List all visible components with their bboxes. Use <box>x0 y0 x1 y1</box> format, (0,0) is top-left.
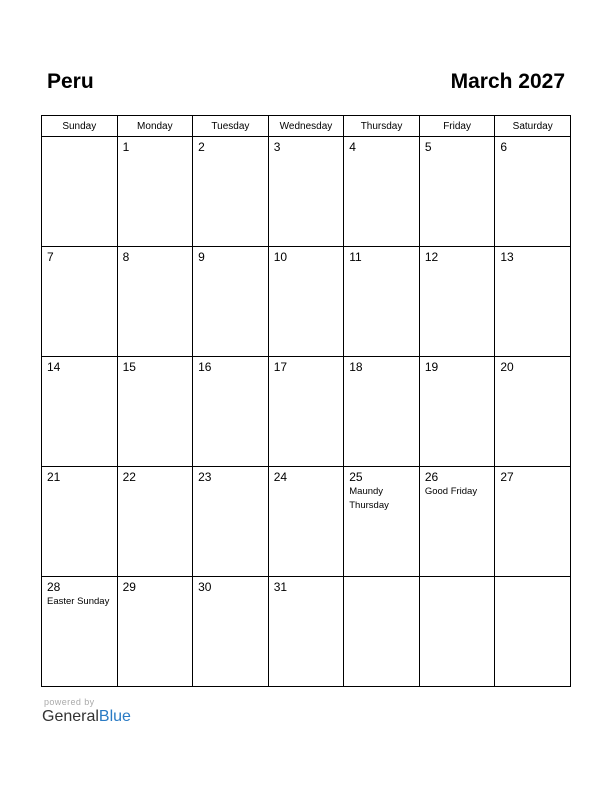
day-cell <box>344 467 420 577</box>
weekday-header-row <box>42 116 571 137</box>
weekday-header: Tuesday <box>193 116 269 137</box>
day-cell <box>193 577 269 687</box>
day-number: 19 <box>424 360 439 374</box>
generalblue-logo[interactable] <box>42 708 131 726</box>
day-number: 25 <box>349 470 363 484</box>
day-number: 20 <box>500 360 514 374</box>
day-cell <box>268 577 344 687</box>
day-number: 1 <box>122 140 130 154</box>
calendar-grid <box>41 115 571 687</box>
week-row <box>42 467 571 577</box>
day-number: 31 <box>273 580 288 594</box>
day-cell <box>193 247 269 357</box>
month-title: March 2027 <box>450 70 565 93</box>
empty-cell <box>42 137 118 247</box>
day-cell <box>344 357 420 467</box>
day-number: 12 <box>424 250 439 264</box>
day-cell <box>268 357 344 467</box>
day-cell <box>193 357 269 467</box>
week-row <box>42 357 571 467</box>
holiday-label: Good Friday <box>424 486 478 497</box>
weekday-header: Thursday <box>344 116 420 137</box>
weekday-header: Saturday <box>495 116 571 137</box>
day-number: 11 <box>349 250 362 264</box>
brand-blue-text: Blue <box>98 708 131 725</box>
day-number: 8 <box>122 250 130 264</box>
day-cell <box>344 247 420 357</box>
week-row <box>42 577 571 687</box>
country-title: Peru <box>47 70 94 93</box>
empty-cell <box>495 577 571 687</box>
day-cell <box>268 247 344 357</box>
day-number: 24 <box>273 470 288 484</box>
day-number: 13 <box>500 250 514 264</box>
day-number: 27 <box>500 470 514 484</box>
day-cell <box>344 137 420 247</box>
day-number: 23 <box>198 470 212 484</box>
day-cell <box>42 467 118 577</box>
day-cell <box>268 137 344 247</box>
day-cell <box>495 137 571 247</box>
day-cell <box>495 247 571 357</box>
week-row <box>42 137 571 247</box>
weekday-header: Friday <box>419 116 495 137</box>
day-cell <box>495 357 571 467</box>
day-cell <box>419 357 495 467</box>
day-cell <box>42 357 118 467</box>
day-number: 10 <box>273 250 288 264</box>
day-number: 3 <box>273 140 281 154</box>
day-number: 18 <box>349 360 363 374</box>
day-number <box>420 577 495 580</box>
day-number: 6 <box>500 140 508 154</box>
empty-cell <box>344 577 420 687</box>
day-number: 29 <box>122 580 136 594</box>
day-number <box>344 577 419 580</box>
holiday-label: Easter Sunday <box>47 596 110 607</box>
day-cell <box>117 577 193 687</box>
empty-cell <box>419 577 495 687</box>
powered-by-label: powered by <box>44 697 95 707</box>
day-number: 4 <box>349 140 356 154</box>
day-cell <box>42 247 118 357</box>
day-number: 28 <box>47 580 61 594</box>
day-cell <box>419 467 495 577</box>
day-number: 30 <box>198 580 212 594</box>
weekday-header: Monday <box>117 116 193 137</box>
day-cell <box>419 247 495 357</box>
day-number: 5 <box>424 140 432 154</box>
day-cell <box>117 137 193 247</box>
day-number: 17 <box>273 360 288 374</box>
day-number: 14 <box>47 360 61 374</box>
week-row <box>42 247 571 357</box>
weekday-header: Wednesday <box>268 116 344 137</box>
day-number: 22 <box>122 470 136 484</box>
day-number <box>42 137 117 140</box>
day-cell <box>117 247 193 357</box>
day-number: 2 <box>198 140 205 154</box>
day-number: 21 <box>47 470 61 484</box>
day-cell <box>117 357 193 467</box>
day-number <box>495 577 570 580</box>
holiday-label: Maundy Thursday <box>349 486 389 511</box>
day-cell <box>193 137 269 247</box>
weekday-header: Sunday <box>42 116 118 137</box>
day-number: 9 <box>198 250 205 264</box>
day-cell <box>419 137 495 247</box>
day-number: 26 <box>424 470 439 484</box>
brand-general-text: General <box>42 708 99 725</box>
day-cell <box>495 467 571 577</box>
day-number: 15 <box>122 360 136 374</box>
day-cell <box>42 577 118 687</box>
day-cell <box>193 467 269 577</box>
day-cell <box>268 467 344 577</box>
day-cell <box>117 467 193 577</box>
day-number: 16 <box>198 360 212 374</box>
day-number: 7 <box>47 250 54 264</box>
